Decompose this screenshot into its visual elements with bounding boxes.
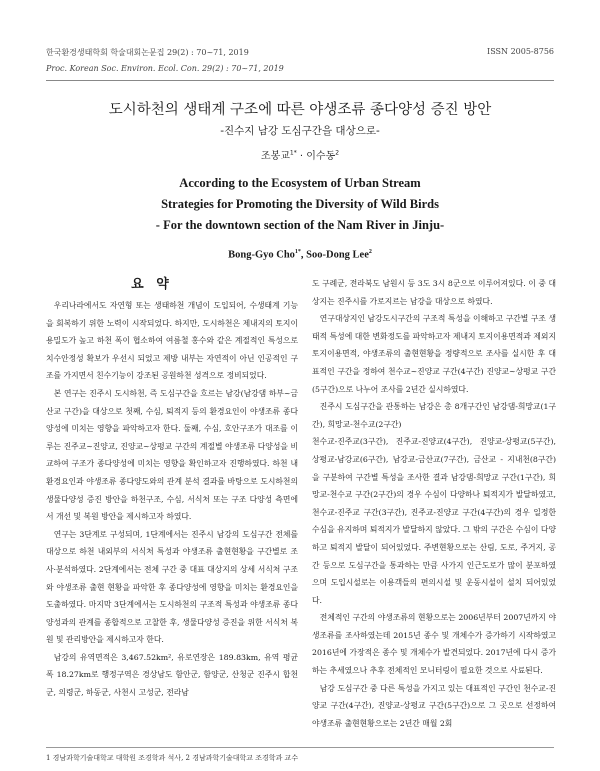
footnote-rule — [46, 747, 554, 748]
journal-citation-ko: 한국환경생태학회 학술대회논문집 29(2) : 70~71, 2019 — [46, 48, 249, 57]
right-paragraph: 천수교-진주교(3구간), 진주교-진양교(4구간), 진양교-상평교(5구간), 상평교-남강교(6구간), 남강교-금산교(7구간), 금산교 - 지내천(8구간)을 구분하여 구간별 특성을 조사한 결과 남강댐-희망교 구간(1구간), 희망교-천수교 구간(2구간)의 경우 수심이 다양하나 퇴적지가 발달하였고, 천수교-진주교 구간(3구간), 진주교-진양교 구간(4구간)의 경우 일정한 수심을 유지하며 퇴적지가 발달하지 않았다. 그 밖의 구간은 수심이 다양하고 퇴적지 발달이 되어있었다. 주변현황으로는 산림, 도로, 주거지, 공간 등으로 도심구간을 통과하는 만큼 사가지 인근도로가 많이 분포하였으며 도입시설로는 이용객들의 편의시설 및 운동시설이 설치 되어있었다. — [312, 437, 556, 605]
left-paragraph: 남강의 유역면적은 3,467.52km², 유로연장은 189.83km, 유역 평균폭 18.27km로 행정구역은 경상남도 함안군, 함양군, 산청군 진주시 합천군, 의령군, 하동군, 사천시 고성군, 전라남 — [46, 652, 298, 698]
english-authors — [0, 249, 600, 261]
right-paragraph: 연구대상지인 남강도시구간의 구조적 특성을 이해하고 구간별 구조 생태적 특성에 대한 변화정도를 파악하고자 제내지 토지이용면적과 제외지 토지이용면적, 야생조류의 출현현황을 정량적으로 조사를 실시한 후 대표적인 구간을 정하여 천수교~진양교 구간(4구간) 진양교~상평교 구간(5구간)으로 나누어 조사를 2년간 실시하였다. — [312, 314, 556, 394]
right-column — [312, 275, 556, 732]
author1-ko-sup: 1* — [289, 149, 297, 157]
footnote: 1 경남과학기술대학교 대학원 조경학과 석사, 2 경남과학기술대학교 조경학과 교수 — [46, 754, 299, 762]
korean-authors — [0, 147, 600, 162]
author1-en: Bong-Gyo Cho — [228, 249, 295, 261]
left-paragraph: 본 연구는 진주시 도시하천, 즉 도심구간을 흐르는 남강(남강댐 하부~금산교 구간)을 대상으로 첫째, 수심, 퇴적지 등의 환경요인이 야생조류 종다양성에 미치는 영향을 파악하고자 한다. 둘째, 수심, 호안구조가 대조를 이루는 진주교~진양교, 진양교~상평교 구간의 계절별 야생조류 다양성을 비교하여 구조가 종다양성에 미치는 영향을 확인하고자 진행하였다. 하천 내 환경요인과 야생조류 종다양도와의 관계 분석 결과를 바탕으로 도시하천의 생물다양성 증진 방안을 하천구조, 수심, 서식처 또는 구조 다양성 측면에서 개선 및 복원 방안을 제시하고자 하였다. — [46, 388, 298, 522]
korean-title: 도시하천의 생태계 구조에 따른 야생조류 종다양성 증진 방안 — [108, 102, 492, 118]
author1-en-sup: 1* — [294, 249, 301, 255]
english-title-line3: - For the downtown section of the Nam River in Jinju- — [155, 218, 445, 232]
left-paragraph: 우리나라에서도 자연형 또는 생태하천 개념이 도입되어, 수생태계 기능을 회복하기 위한 노력이 시작되었다. 하지만, 도시하천은 제내지의 토지이용밀도가 높고 하천 폭이 협소하여 여름철 홍수와 같은 계절적인 특성으로 치수안정성 확보가 우선시 되었고 제방 내부는 자연적이 아닌 인공적인 구조를 가지면서 친수기능이 강조된 공원하천 성격으로 정비되었다. — [46, 301, 298, 381]
left-column — [46, 297, 298, 702]
author1-ko: 조봉교 — [260, 151, 290, 162]
right-paragraph: 남강 도심구간 중 다른 특성을 가지고 있는 대표적인 구간인 천수교-진양교 구간(4구간), 진양교-상평교 구간(5구간)으로 그 곳으로 선정하여 야생조류 출현현황으로는 2년간 매월 2회 — [312, 683, 556, 728]
korean-subtitle: -진수지 남강 도심구간을 대상으로- — [220, 125, 380, 137]
left-paragraph: 연구는 3단계로 구성되며, 1단계에서는 진주시 남강의 도심구간 전체를 대상으로 하천 내외부의 서식처 특성과 야생조류 출현현황을 구간별로 조사·분석하였다. 2단계에서는 전체 구간 중 대표 대상지의 상세 서식처 구조와 야생조류 출현 현황을 파악한 후 종다양성에 영향을 미치는 환경요인을 도출하였다. 마지막 3단계에서는 도시하천의 구조적 특성과 야생조류 종다양성과의 관계를 종합적으로 고찰한 후, 생물다양성 증진을 위한 서식처 복원 및 관리방안을 제시하고자 한다. — [46, 529, 298, 645]
author2-en: , Soo-Dong Lee — [300, 249, 369, 261]
author2-ko: · 이수동 — [296, 151, 336, 162]
author2-ko-sup: 2 — [335, 149, 340, 157]
right-paragraph: 전체적인 구간의 야생조류의 현황으로는 2006년부터 2007년까지 야생조류를 조사하였는데 2015년 종수 및 개체수가 증가하기 시작하였고 2016년에 가장적은 종수 및 개체수가 발견되었다. 2017년에 다시 증가하는 추세였으나 추후 전체적인 모니터링이 필요한 것으로 사료된다. — [312, 613, 556, 676]
english-title-line2: Strategies for Promoting the Diversity of Wild Birds — [161, 197, 439, 211]
right-paragraph: 진주시 도심구간을 관통하는 남강은 총 8개구간인 남강댐-희망교(1구간), 희망교-천수교(2구간) — [312, 402, 556, 429]
abstract-heading: 요 약 — [131, 277, 173, 292]
journal-citation-en: Proc. Korean Soc. Environ. Ecol. Con. 29(2) : 70~71, 2019 — [46, 64, 284, 73]
header-rule — [46, 80, 554, 81]
author2-en-sup: 2 — [368, 249, 372, 255]
issn: ISSN 2005-8756 — [487, 47, 554, 56]
right-paragraph: 도 구례군, 전라북도 남원시 등 3도 3시 8군으로 이루어져있다. 이 중 대상지는 진주시를 가로지르는 남강을 대상으로 하였다. — [312, 279, 556, 306]
english-title-line1: According to the Ecosystem of Urban Stream — [179, 176, 421, 190]
